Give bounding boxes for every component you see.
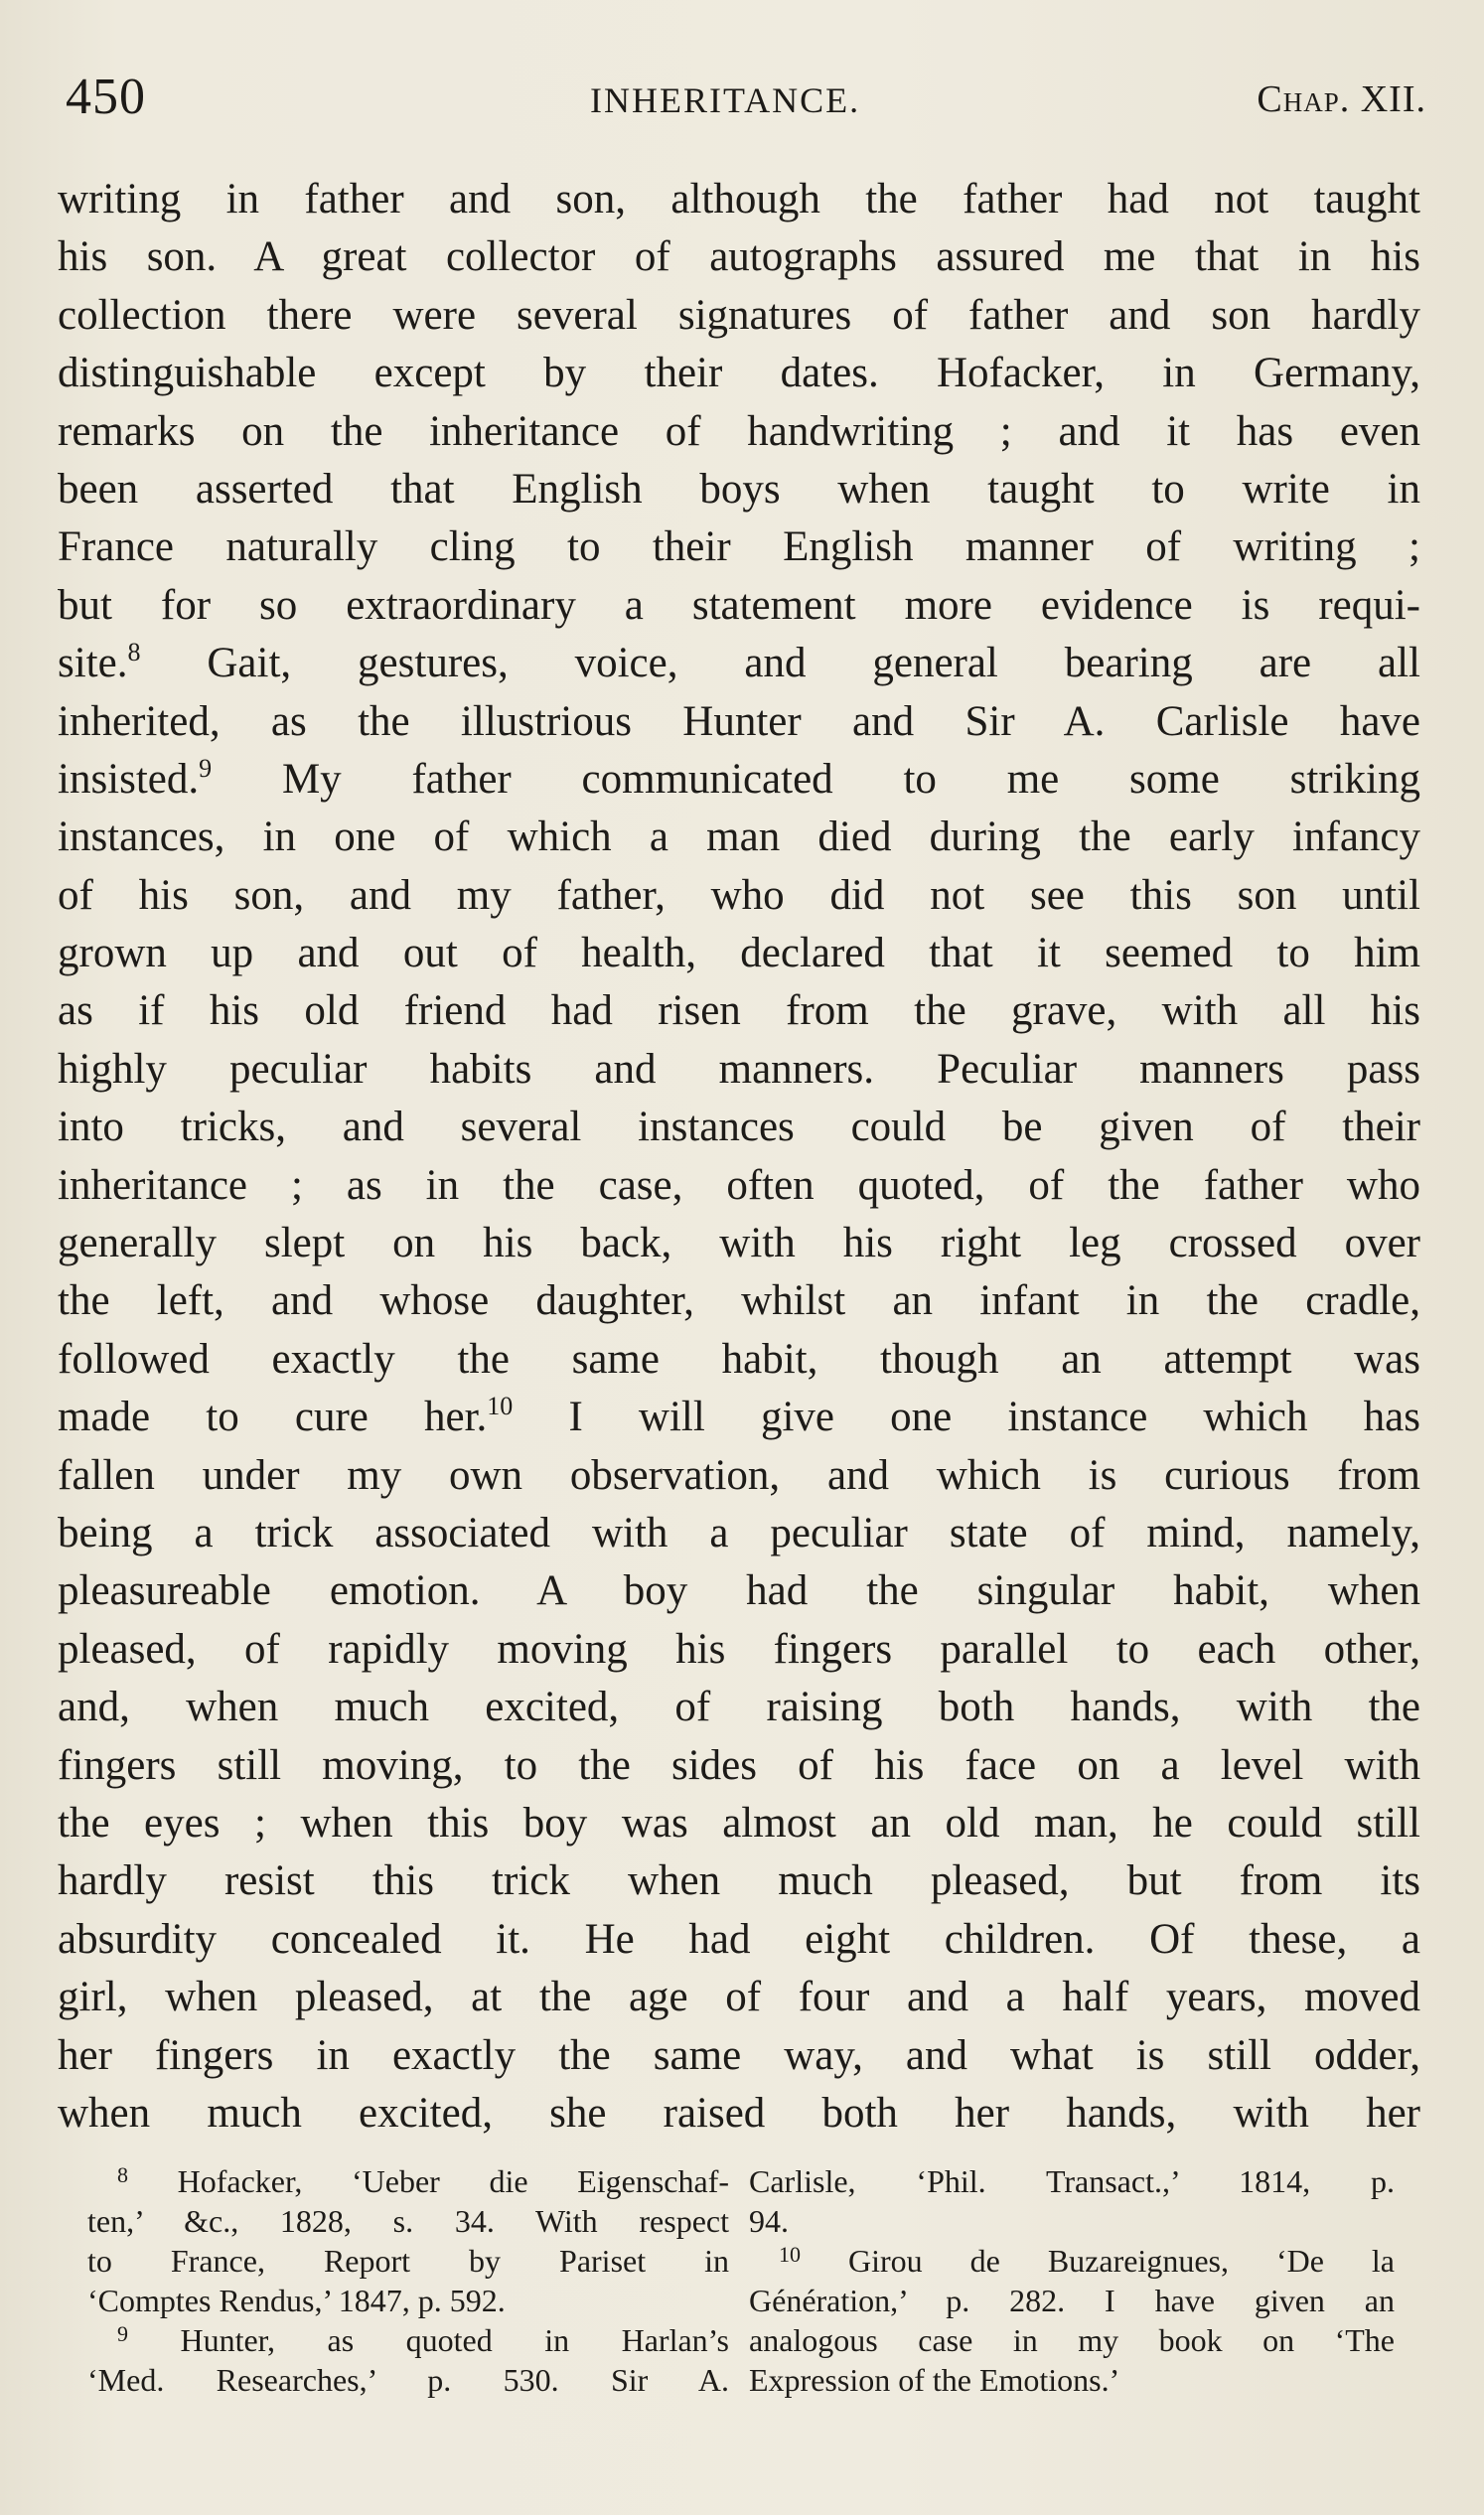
text-line: generally slept on his back, with his right leg crossed over [58,1220,1420,1267]
text-line: the left, and whose daughter, whilst an infant in the cradle, [58,1277,1420,1325]
text-line: her fingers in exactly the same way, and what is still odder, [58,2031,1420,2079]
text-line: inheritance ; as in the case, often quoted, of the father who [58,1161,1420,1209]
text-line: pleased, of rapidly moving his fingers parallel to each other, [58,1625,1420,1673]
footnote-ref-8: 8 [127,638,141,667]
footnote-line: $^9$ Hunter, as quoted in Harlan’s [117,2321,729,2358]
footnote-line: ‘Comptes Rendus,’ 1847, p. 592. [87,2283,506,2318]
running-head [66,68,1426,127]
body-text [58,171,1420,2143]
text-line: made to cure her.$^{10}$ I will give one instance which has [58,1392,1420,1441]
footnote-line: to France, Report by Pariset in [87,2243,729,2279]
text-line: girl, when pleased, at the age of four and a half years, moved [58,1974,1420,2021]
text-line: been asserted that English boys when taught to write in [58,465,1420,513]
footnotes-left-column [87,2161,729,2400]
text-line: writing in father and son, although the father had not taught [58,176,1420,222]
footnote-line: $^{10}$ Girou de Buzareignues, ‘De la [779,2242,1395,2279]
footnote-line: analogous case in my book on ‘The [749,2322,1395,2358]
footnote-line: ‘Med. Researches,’ p. 530. Sir A. [87,2362,729,2398]
chapter-label: Chap. XII. [1257,78,1426,120]
text-line: highly peculiar habits and manners. Peculiar manners pass [58,1045,1420,1093]
text-line: collection there were several signatures of father and son hardly [58,291,1420,339]
text-line: and, when much excited, of raising both hands, with the [58,1684,1420,1731]
footnotes-right-column [749,2161,1395,2400]
footnote-number-8: 8 [117,2162,128,2187]
text-line: of his son, and my father, who did not see this son until [58,871,1420,919]
footnotes [58,2161,1420,2440]
text-line: into tricks, and several instances could be given of their [58,1104,1420,1151]
text-line: fallen under my own observation, and which is curious from [58,1451,1420,1499]
text-line: fingers still moving, to the sides of his face on a level with [58,1741,1420,1789]
text-line: remarks on the inheritance of handwriting ; and it has even [58,407,1420,455]
text-line: grown up and out of health, declared that it seemed to him [58,930,1420,977]
text-line: absurdity concealed it. He had eight children. Of these, a [58,1915,1420,1963]
text-line: insisted.$^9$ My father communicated to me some striking [58,753,1420,803]
footnote-line: Expression of the Emotions.’ [749,2362,1120,2398]
footnote-line: Génération,’ p. 282. I have given an [749,2283,1395,2318]
footnote-ref-10: 10 [487,1392,514,1421]
footnote-line: $^8$ Hofacker, ‘Ueber die Eigenschaf- [117,2162,729,2199]
text-line: as if his old friend had risen from the grave, with all his [58,987,1420,1035]
footnote-line: Carlisle, ‘Phil. Transact.,’ 1814, p. [749,2163,1395,2199]
footnote-line: ten,’ &c., 1828, s. 34. With respect [87,2203,729,2239]
text-line: when much excited, she raised both her hands, with her [58,2089,1420,2137]
running-title: INHERITANCE. [590,80,861,120]
text-line: being a trick associated with a peculiar state of mind, namely, [58,1509,1420,1556]
text-line: but for so extraordinary a statement more evidence is requi- [58,581,1420,629]
text-line: pleasureable emotion. A boy had the singular habit, when [58,1567,1420,1615]
text-line: the eyes ; when this boy was almost an old man, he could still [58,1799,1420,1847]
text-line: distinguishable except by their dates. Hofacker, in Germany, [58,350,1420,397]
footnote-number-9: 9 [117,2321,128,2346]
text-line: hardly resist this trick when much pleased, but from its [58,1857,1420,1905]
footnote-line: 94. [749,2203,789,2239]
text-line: site.$^8$ Gait, gestures, voice, and general bearing are all [58,638,1420,687]
footnote-ref-9: 9 [199,753,213,783]
text-line: instances, in one of which a man died during the early infancy [58,814,1420,861]
page-number: 450 [66,69,146,125]
text-line: France naturally cling to their English manner of writing ; [58,523,1420,571]
text-line: inherited, as the illustrious Hunter and Sir A. Carlisle have [58,697,1420,745]
text-line: followed exactly the same habit, though an attempt was [58,1335,1420,1383]
text-line: his son. A great collector of autographs assured me that in his [58,233,1420,281]
footnote-number-10: 10 [779,2242,801,2267]
